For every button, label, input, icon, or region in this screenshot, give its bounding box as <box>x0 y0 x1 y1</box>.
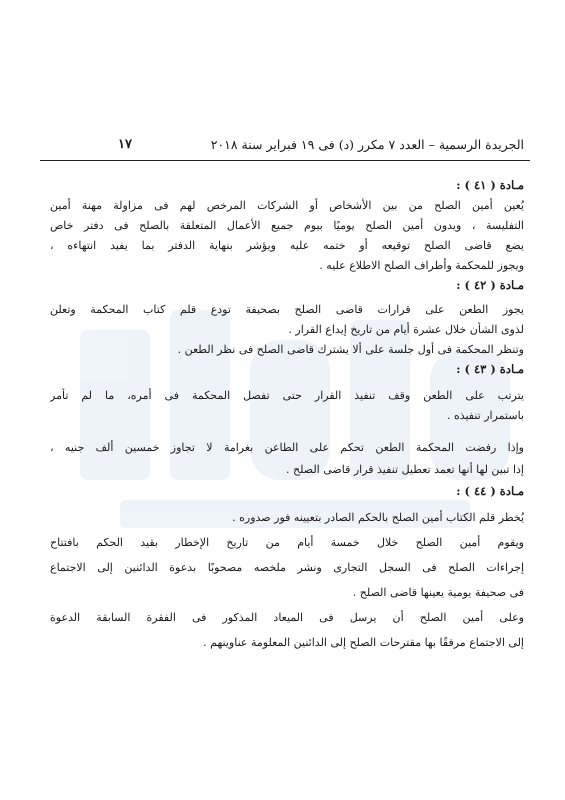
article-43-line-1: يترتب على الطعن وقف تنفيذ القرار حتى تفصل المحكمة فى أمره، ما لم تأمر <box>50 389 524 402</box>
article-41-line-4: ويجوز للمحكمة وأطراف الصلح الاطلاع عليه . <box>319 259 524 272</box>
article-42-heading: مـادة ( ٤٢ ) : <box>456 278 524 292</box>
page-number: ١٧ <box>118 137 132 152</box>
article-44-line-3: إجراءات الصلح فى السجل التجارى ونشر ملخصه مصحوبًا بدعوة الدائنين إلى الاجتماع <box>50 561 524 574</box>
article-44-line-2: ويقوم أمين الصلح خلال خمسة أيام من تاريخ الإخطار بقيد الحكم بافتتاح <box>50 536 524 549</box>
article-44-line-6: إلى الاجتماع مرفقًا بها مقترحات الصلح إلى الدائنين المعلومة عناوينهم . <box>203 636 524 649</box>
article-42-line-2: لذوى الشأن خلال عشرة أيام من تاريخ إيداع القرار . <box>288 323 524 336</box>
article-43-line-3: وإذا رفضت المحكمة الطعن تحكم على الطاعن بغرامة لا تجاوز خمسين ألف جنيه ، <box>50 441 524 454</box>
running-header <box>40 137 530 155</box>
article-43-line-4: إذا تبين لها أنها تعمد تعطيل تنفيذ قرار قاضى الصلح . <box>286 463 524 476</box>
article-42-line-1: يجوز الطعن على قرارات قاضى الصلح بصحيفة تودع قلم كتاب المحكمة وتعلن <box>50 303 524 316</box>
article-43-heading: مـادة ( ٤٣ ) : <box>456 362 524 376</box>
article-44-line-4: فى صحيفة يومية يعينها قاضى الصلح . <box>352 586 524 599</box>
article-44-heading: مـادة ( ٤٤ ) : <box>456 484 524 498</box>
article-42-line-3: وتنظر المحكمة فى أول جلسة على ألا يشترك قاضى الصلح فى نظر الطعن . <box>177 343 524 356</box>
article-41-line-1: يُعين أمين الصلح من بين الأشخاص أو الشركات المرخص لهم فى مزاولة مهنة أمين <box>50 199 524 212</box>
article-43-line-2: باستمرار تنفيذه . <box>446 409 524 422</box>
gazette-title: الجريدة الرسمية – العدد ٧ مكرر (د) فى ١٩ فبراير سنة ٢٠١٨ <box>210 137 524 152</box>
article-41-heading: مـادة ( ٤١ ) : <box>456 178 524 192</box>
article-41-line-3: يضع قاضى الصلح توقيعه أو ختمه عليه ويؤشر بنهاية الدفتر بما يفيد انتهاءه ، <box>50 239 524 252</box>
article-44-line-1: يُخطر قلم الكتاب أمين الصلح بالحكم الصادر بتعيينه فور صدوره . <box>232 511 524 524</box>
article-44-line-5: وعلى أمين الصلح أن يرسل فى الميعاد المذكور فى الفقرة السابقة الدعوة <box>50 611 524 624</box>
article-41-line-2: التفليسة ، ويدون أمين الصلح يوميًا بيوم جميع الأعمال المتعلقة بالصلح فى دفتر خاص <box>50 219 524 232</box>
header-rule <box>40 160 530 161</box>
